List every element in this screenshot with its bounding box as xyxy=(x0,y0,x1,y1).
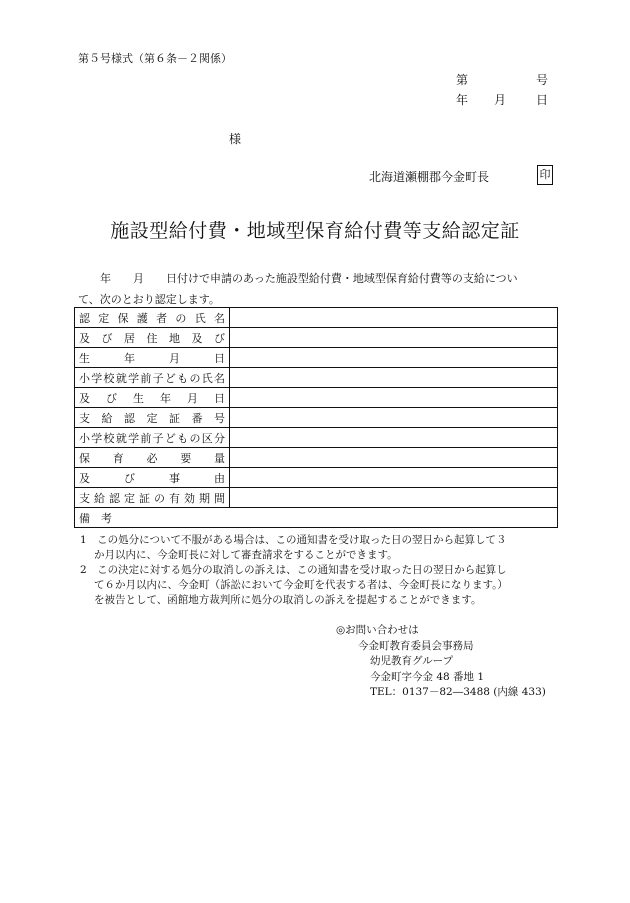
contact-heading: ◎お問い合わせは xyxy=(336,624,419,636)
intro-line-1: 年 月 日付けで申請のあった施設型給付費・地域型保育給付費等の支給につい xyxy=(100,272,518,285)
row-label: 保育必要量 xyxy=(75,448,230,468)
row-value xyxy=(230,308,558,328)
document-title: 施設型給付費・地域型保育給付費等支給認定証 xyxy=(110,220,520,242)
table-row xyxy=(75,408,558,428)
row-label: 認定保護者の氏名 xyxy=(75,308,230,328)
contact-org: 今金町教育委員会事務局 xyxy=(358,639,474,652)
table-row xyxy=(75,428,558,448)
table-row xyxy=(75,488,558,508)
contact-info xyxy=(336,623,546,701)
row-value xyxy=(230,428,558,448)
table-row xyxy=(75,468,558,488)
contact-group: 幼児教育グループ xyxy=(370,655,454,667)
contact-address: 今金町字今金 48 番地 1 xyxy=(370,670,485,683)
row-label: 及び事由 xyxy=(75,468,230,488)
table-row xyxy=(75,308,558,328)
table-row xyxy=(75,388,558,408)
contact-tel: TEL：0137－82―3488 (内線 433) xyxy=(370,686,546,698)
intro-line-2: て、次のとおり認定します。 xyxy=(78,293,220,306)
table-row xyxy=(75,508,558,528)
table-row xyxy=(75,348,558,368)
number-suffix: 号 xyxy=(535,73,548,87)
note-1-line-1: 1 この処分について不服がある場合は、この通知書を受け取った日の翌日から起算して３ xyxy=(80,534,507,546)
row-value xyxy=(230,328,558,348)
row-label: 小学校就学前子どもの氏名 xyxy=(75,368,230,388)
row-value xyxy=(230,388,558,408)
note-2-line-1: 2 この決定に対する処分の取消しの訴えは、この通知書を受け取った日の翌日から起算し xyxy=(80,564,507,576)
row-value xyxy=(230,448,558,468)
certification-table xyxy=(74,307,558,528)
row-label: 支給認定証番号 xyxy=(75,408,230,428)
table-row xyxy=(75,448,558,468)
note-2-line-2: て６か月以内に、今金町（訴訟において今金町を代表する者は、今金町長になります。） xyxy=(94,579,508,591)
row-label: 小学校就学前子どもの区分 xyxy=(75,428,230,448)
recipient-suffix: 様 xyxy=(229,132,242,146)
row-value xyxy=(230,408,558,428)
date-year: 年 xyxy=(456,93,469,107)
note-1-line-2: か月以内に、今金町長に対して審査請求をすることができます。 xyxy=(94,549,398,561)
issuer-name: 北海道瀬棚郡今金町長 xyxy=(369,170,490,184)
form-number: 第５号様式（第６条－２関係） xyxy=(78,52,232,65)
row-value xyxy=(230,488,558,508)
row-value xyxy=(230,348,558,368)
table-row xyxy=(75,368,558,388)
remarks-cell: 備 考 xyxy=(75,508,558,528)
note-2-line-3: を被告として、函館地方裁判所に処分の取消しの訴えを提起することができます。 xyxy=(94,594,482,606)
row-label: 支給認定証の有効期間 xyxy=(75,488,230,508)
date-day: 日 xyxy=(535,93,548,107)
row-value xyxy=(230,368,558,388)
table-row xyxy=(75,328,558,348)
number-prefix: 第 xyxy=(456,73,469,87)
document-number xyxy=(456,71,548,88)
seal-mark: 印 xyxy=(537,165,553,185)
row-label: 及び生年月日 xyxy=(75,388,230,408)
notes xyxy=(80,533,562,608)
intro-text xyxy=(78,268,558,310)
row-label: 及び居住地及び xyxy=(75,328,230,348)
row-label: 生年月日 xyxy=(75,348,230,368)
date-month: 月 xyxy=(494,93,507,107)
row-value xyxy=(230,468,558,488)
